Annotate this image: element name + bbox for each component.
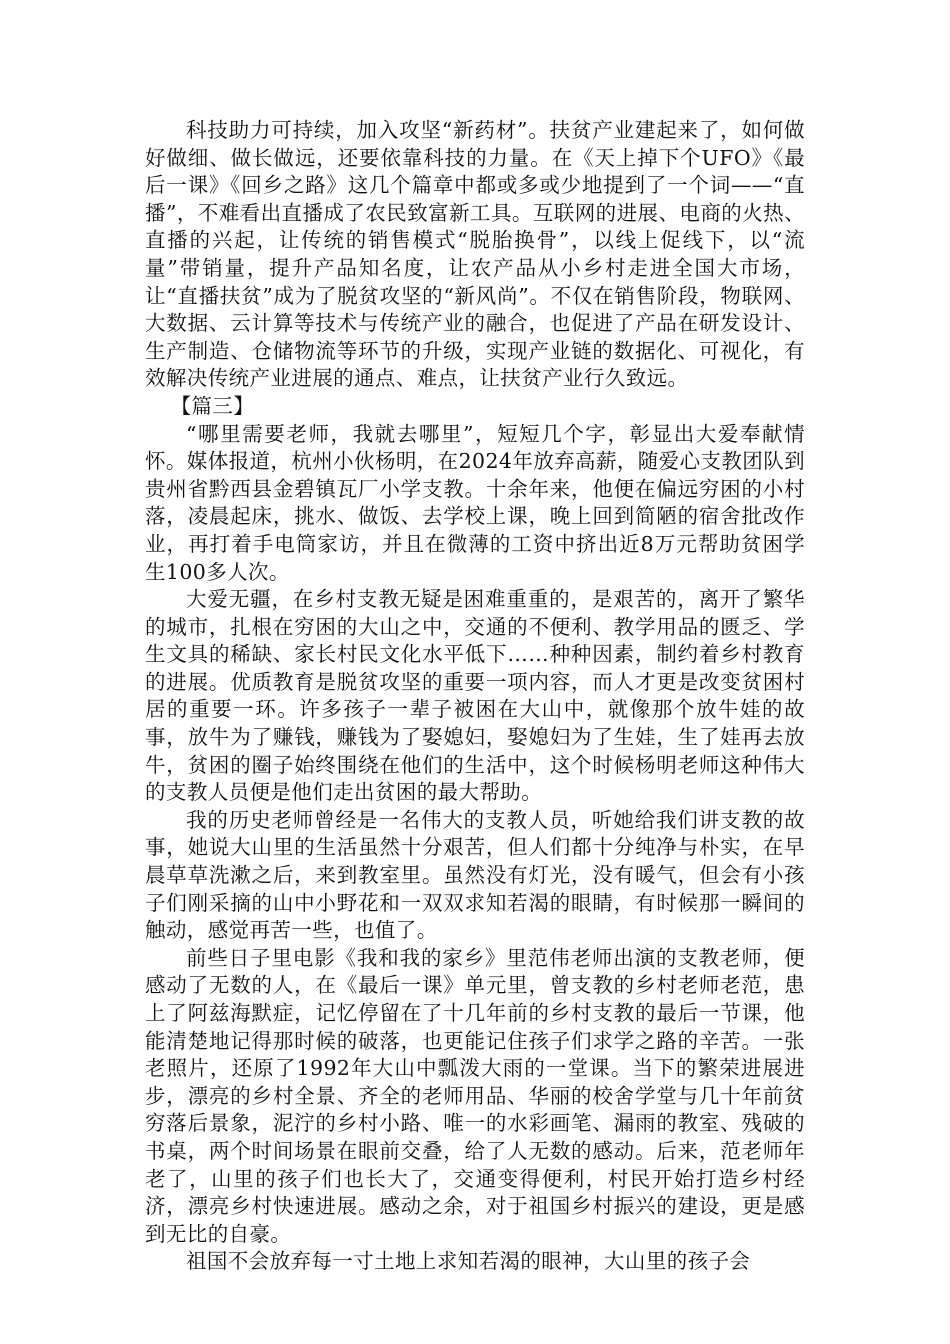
- paragraph-movie-hometown: 前些日子里电影《我和我的家乡》里范伟老师出演的支教老师，便感动了无数的人，在《最后一课》单元里，曾支教的乡村老师老范，患上了阿兹海默症，记忆停留在了十几年前的乡村支教的最后一节课，他能清楚地记得那时候的破落，也更能记住孩子们求学之路的辛苦。一张老照片，还原了1992年大山中瓢泼大雨的一堂课。当下的繁荣进展进步，漂亮的乡村全景、齐全的老师用品、华丽的校舍学堂与几十年前贫穷落后景象，泥泞的乡村小路、唯一的水彩画笔、漏雨的教室、残破的书桌，两个时间场景在眼前交叠，给了人无数的感动。后来，范老师年老了，山里的孩子们也长大了，交通变得便利，村民开始打造乡村经济，漂亮乡村快速进展。感动之余，对于祖国乡村振兴的建设，更是感到无比的自豪。: [145, 945, 805, 1246]
- paragraph-rural-education: 大爱无疆，在乡村支教无疑是困难重重的，是艰苦的，离开了繁华的城市，扎根在穷困的大山之中，交通的不便利、教学用品的匮乏、学生文具的稀缺、家长村民文化水平低下……种种因素，制约着乡村教育的进展。优质教育是脱贫攻坚的重要一项内容，而人才更是改变贫困村居的重要一环。许多孩子一辈子被困在大山中，就像那个放牛娃的故事，放牛为了赚钱，赚钱为了娶媳妇，娶媳妇为了生娃，生了娃再去放牛，贫困的圈子始终围绕在他们的生活中，这个时候杨明老师这种伟大的支教人员便是他们走出贫困的最大帮助。: [145, 587, 805, 805]
- paragraph-tech-poverty: 科技助力可持续，加入攻坚“新药材”。扶贫产业建起来了，如何做好做细、做长做远，还要依靠科技的力量。在《天上掉下个UFO》《最后一课》《回乡之路》这几个篇章中都或多或少地提到了一个词——“直播”，不难看出直播成了农民致富新工具。互联网的进展、电商的火热、直播的兴起，让传统的销售模式“脱胎换骨”，以线上促线下，以“流量”带销量，提升产品知名度，让农产品从小乡村走进全国大市场，让“直播扶贫”成为了脱贫攻坚的“新风尚”。不仅在销售阶段，物联网、大数据、云计算等技术与传统产业的融合，也促进了产品在研发设计、生产制造、仓储物流等环节的升级，实现产业链的数据化、可视化，有效解决传统产业进展的通点、难点，让扶贫产业行久致远。: [145, 118, 805, 391]
- paragraph-closing: 祖国不会放弃每一寸土地上求知若渴的眼神，大山里的孩子会: [186, 1249, 751, 1274]
- section-heading-part-three: 【篇三】: [170, 393, 255, 418]
- paragraph-yang-ming: “哪里需要老师，我就去哪里”，短短几个字，彰显出大爱奉献情怀。媒体报道，杭州小伙杨明，在2024年放弃高薪，随爱心支教团队到贵州省黔西县金碧镇瓦厂小学支教。十余年来，他便在偏远穷困的小村落，凌晨起床，挑水、做饭、去学校上课，晚上回到简陋的宿舍批改作业，再打着手电筒家访，并且在微薄的工资中挤出近8万元帮助贫困学生100多人次。: [145, 421, 805, 584]
- paragraph-history-teacher: 我的历史老师曾经是一名伟大的支教人员，听她给我们讲支教的故事，她说大山里的生活虽然十分艰苦，但人们都十分纯净与朴实，在早晨草草洗漱之后，来到教室里。虽然没有灯光，没有暖气，但会有小孩子们刚采摘的山中小野花和一双双求知若渴的眼睛，有时候那一瞬间的触动，感觉再苦一些，也值了。: [145, 807, 805, 943]
- document-body: [145, 117, 805, 1276]
